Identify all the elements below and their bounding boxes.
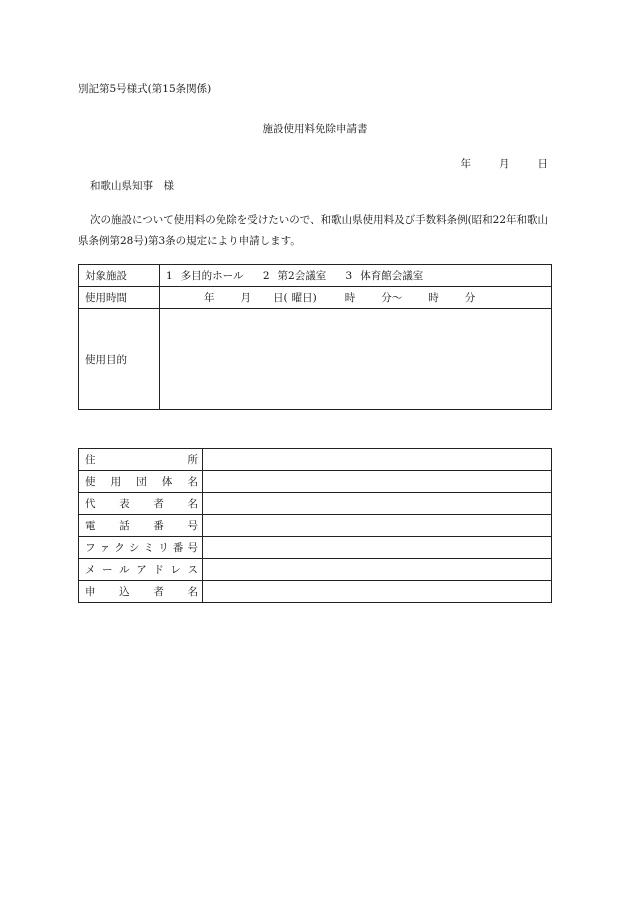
facility-option-name[interactable]: 第2会議室 bbox=[277, 270, 327, 282]
phone-number-label bbox=[79, 515, 203, 537]
label-char: シ bbox=[128, 542, 140, 554]
applicant-row-representative-name bbox=[79, 493, 552, 515]
label-char: 名 bbox=[187, 586, 198, 598]
time-year: 年 bbox=[204, 292, 215, 304]
applicant-name-label-text bbox=[85, 584, 198, 599]
phone-number-field[interactable] bbox=[203, 515, 552, 537]
email-address-field[interactable] bbox=[203, 559, 552, 581]
facility-option-num: 1 bbox=[166, 270, 173, 282]
fax-number-label-text bbox=[85, 540, 198, 555]
body-paragraph: 次の施設について使用料の免除を受けたいので、和歌山県使用料及び手数料条例(昭和22年和歌山県条例第28号)第3条の規定により申請します。 bbox=[78, 214, 549, 247]
label-char: 所 bbox=[187, 454, 198, 466]
facility-option-num: 3 bbox=[345, 270, 353, 282]
time-label: 使用時間 bbox=[79, 287, 160, 309]
applicant-row-address bbox=[79, 449, 552, 471]
label-char: 用 bbox=[110, 476, 122, 488]
label-char: 込 bbox=[119, 586, 130, 598]
label-char: 申 bbox=[85, 586, 96, 598]
applicant-row-fax-number bbox=[79, 537, 552, 559]
facility-option-name[interactable]: 体育館会議室 bbox=[360, 270, 424, 282]
time-day: 日( bbox=[273, 292, 288, 304]
label-char: 電 bbox=[85, 520, 96, 532]
applicant-name-label bbox=[79, 581, 203, 603]
time-month: 月 bbox=[240, 292, 251, 304]
label-char: 体 bbox=[161, 476, 173, 488]
applicant-name-field[interactable] bbox=[203, 581, 552, 603]
label-char: 代 bbox=[85, 498, 96, 510]
facility-row bbox=[79, 265, 552, 287]
label-char: 使 bbox=[85, 476, 96, 488]
fax-number-field[interactable] bbox=[203, 537, 552, 559]
address-label bbox=[79, 449, 203, 471]
label-char: メ bbox=[85, 564, 96, 576]
address-field[interactable] bbox=[203, 449, 552, 471]
addressee: 和歌山県知事 様 bbox=[90, 180, 174, 192]
purpose-field[interactable] bbox=[160, 309, 552, 410]
applicant-row-applicant-name bbox=[79, 581, 552, 603]
facility-label: 対象施設 bbox=[79, 265, 160, 287]
phone-number-label-text bbox=[85, 518, 198, 533]
organization-name-label bbox=[79, 471, 203, 493]
label-char: レ bbox=[170, 564, 181, 576]
label-char: ス bbox=[187, 564, 198, 576]
facility-option-num: 2 bbox=[262, 270, 270, 282]
representative-name-label bbox=[79, 493, 203, 515]
label-char: 表 bbox=[119, 498, 130, 510]
purpose-row bbox=[79, 309, 552, 410]
label-char: 団 bbox=[136, 476, 147, 488]
label-char: ァ bbox=[99, 542, 111, 554]
facility-option-name[interactable]: 多目的ホール bbox=[180, 270, 244, 282]
representative-name-field[interactable] bbox=[203, 493, 552, 515]
label-char: 者 bbox=[153, 586, 164, 598]
time-hour-start: 時 bbox=[344, 292, 356, 304]
facility-table bbox=[78, 264, 552, 410]
label-char: 番 bbox=[153, 520, 164, 532]
form-title: 施設使用料免除申請書 bbox=[262, 123, 368, 135]
email-address-label bbox=[79, 559, 203, 581]
email-address-label-text bbox=[85, 562, 198, 577]
applicant-table bbox=[78, 448, 552, 603]
label-char: 者 bbox=[153, 498, 164, 510]
label-char: ー bbox=[102, 564, 113, 576]
address-label-text bbox=[85, 452, 198, 467]
time-field[interactable] bbox=[160, 287, 552, 309]
date-day-label: 日 bbox=[537, 158, 548, 170]
date-month-label: 月 bbox=[499, 158, 510, 170]
label-char: フ bbox=[85, 542, 96, 554]
label-char: 番 bbox=[172, 542, 184, 554]
applicant-row-email-address bbox=[79, 559, 552, 581]
applicant-row-organization-name bbox=[79, 471, 552, 493]
label-char: 名 bbox=[187, 476, 198, 488]
label-char: ミ bbox=[143, 542, 155, 554]
facility-options bbox=[160, 265, 552, 287]
organization-name-field[interactable] bbox=[203, 471, 552, 493]
fax-number-label bbox=[79, 537, 203, 559]
form-note: 別記第5号様式(第15条関係) bbox=[78, 83, 212, 95]
time-row bbox=[79, 287, 552, 309]
label-char: 号 bbox=[187, 520, 198, 532]
date-line bbox=[461, 156, 549, 171]
label-char: 号 bbox=[187, 542, 198, 554]
representative-name-label-text bbox=[85, 496, 198, 511]
time-minute-end: 分 bbox=[464, 292, 476, 304]
purpose-label: 使用目的 bbox=[79, 309, 160, 410]
time-minute-start: 分～ bbox=[381, 292, 403, 304]
label-char: ク bbox=[114, 542, 125, 554]
time-hour-end: 時 bbox=[428, 292, 439, 304]
label-char: 話 bbox=[119, 520, 130, 532]
organization-name-label-text bbox=[85, 474, 198, 489]
time-weekday: 曜日) bbox=[291, 292, 317, 304]
label-char: ア bbox=[136, 564, 147, 576]
date-year-label: 年 bbox=[460, 158, 471, 170]
label-char: リ bbox=[158, 542, 169, 554]
label-char: ド bbox=[153, 564, 164, 576]
label-char: 名 bbox=[187, 498, 198, 510]
label-char: ル bbox=[119, 564, 130, 576]
label-char: 住 bbox=[85, 454, 96, 466]
applicant-row-phone-number bbox=[79, 515, 552, 537]
